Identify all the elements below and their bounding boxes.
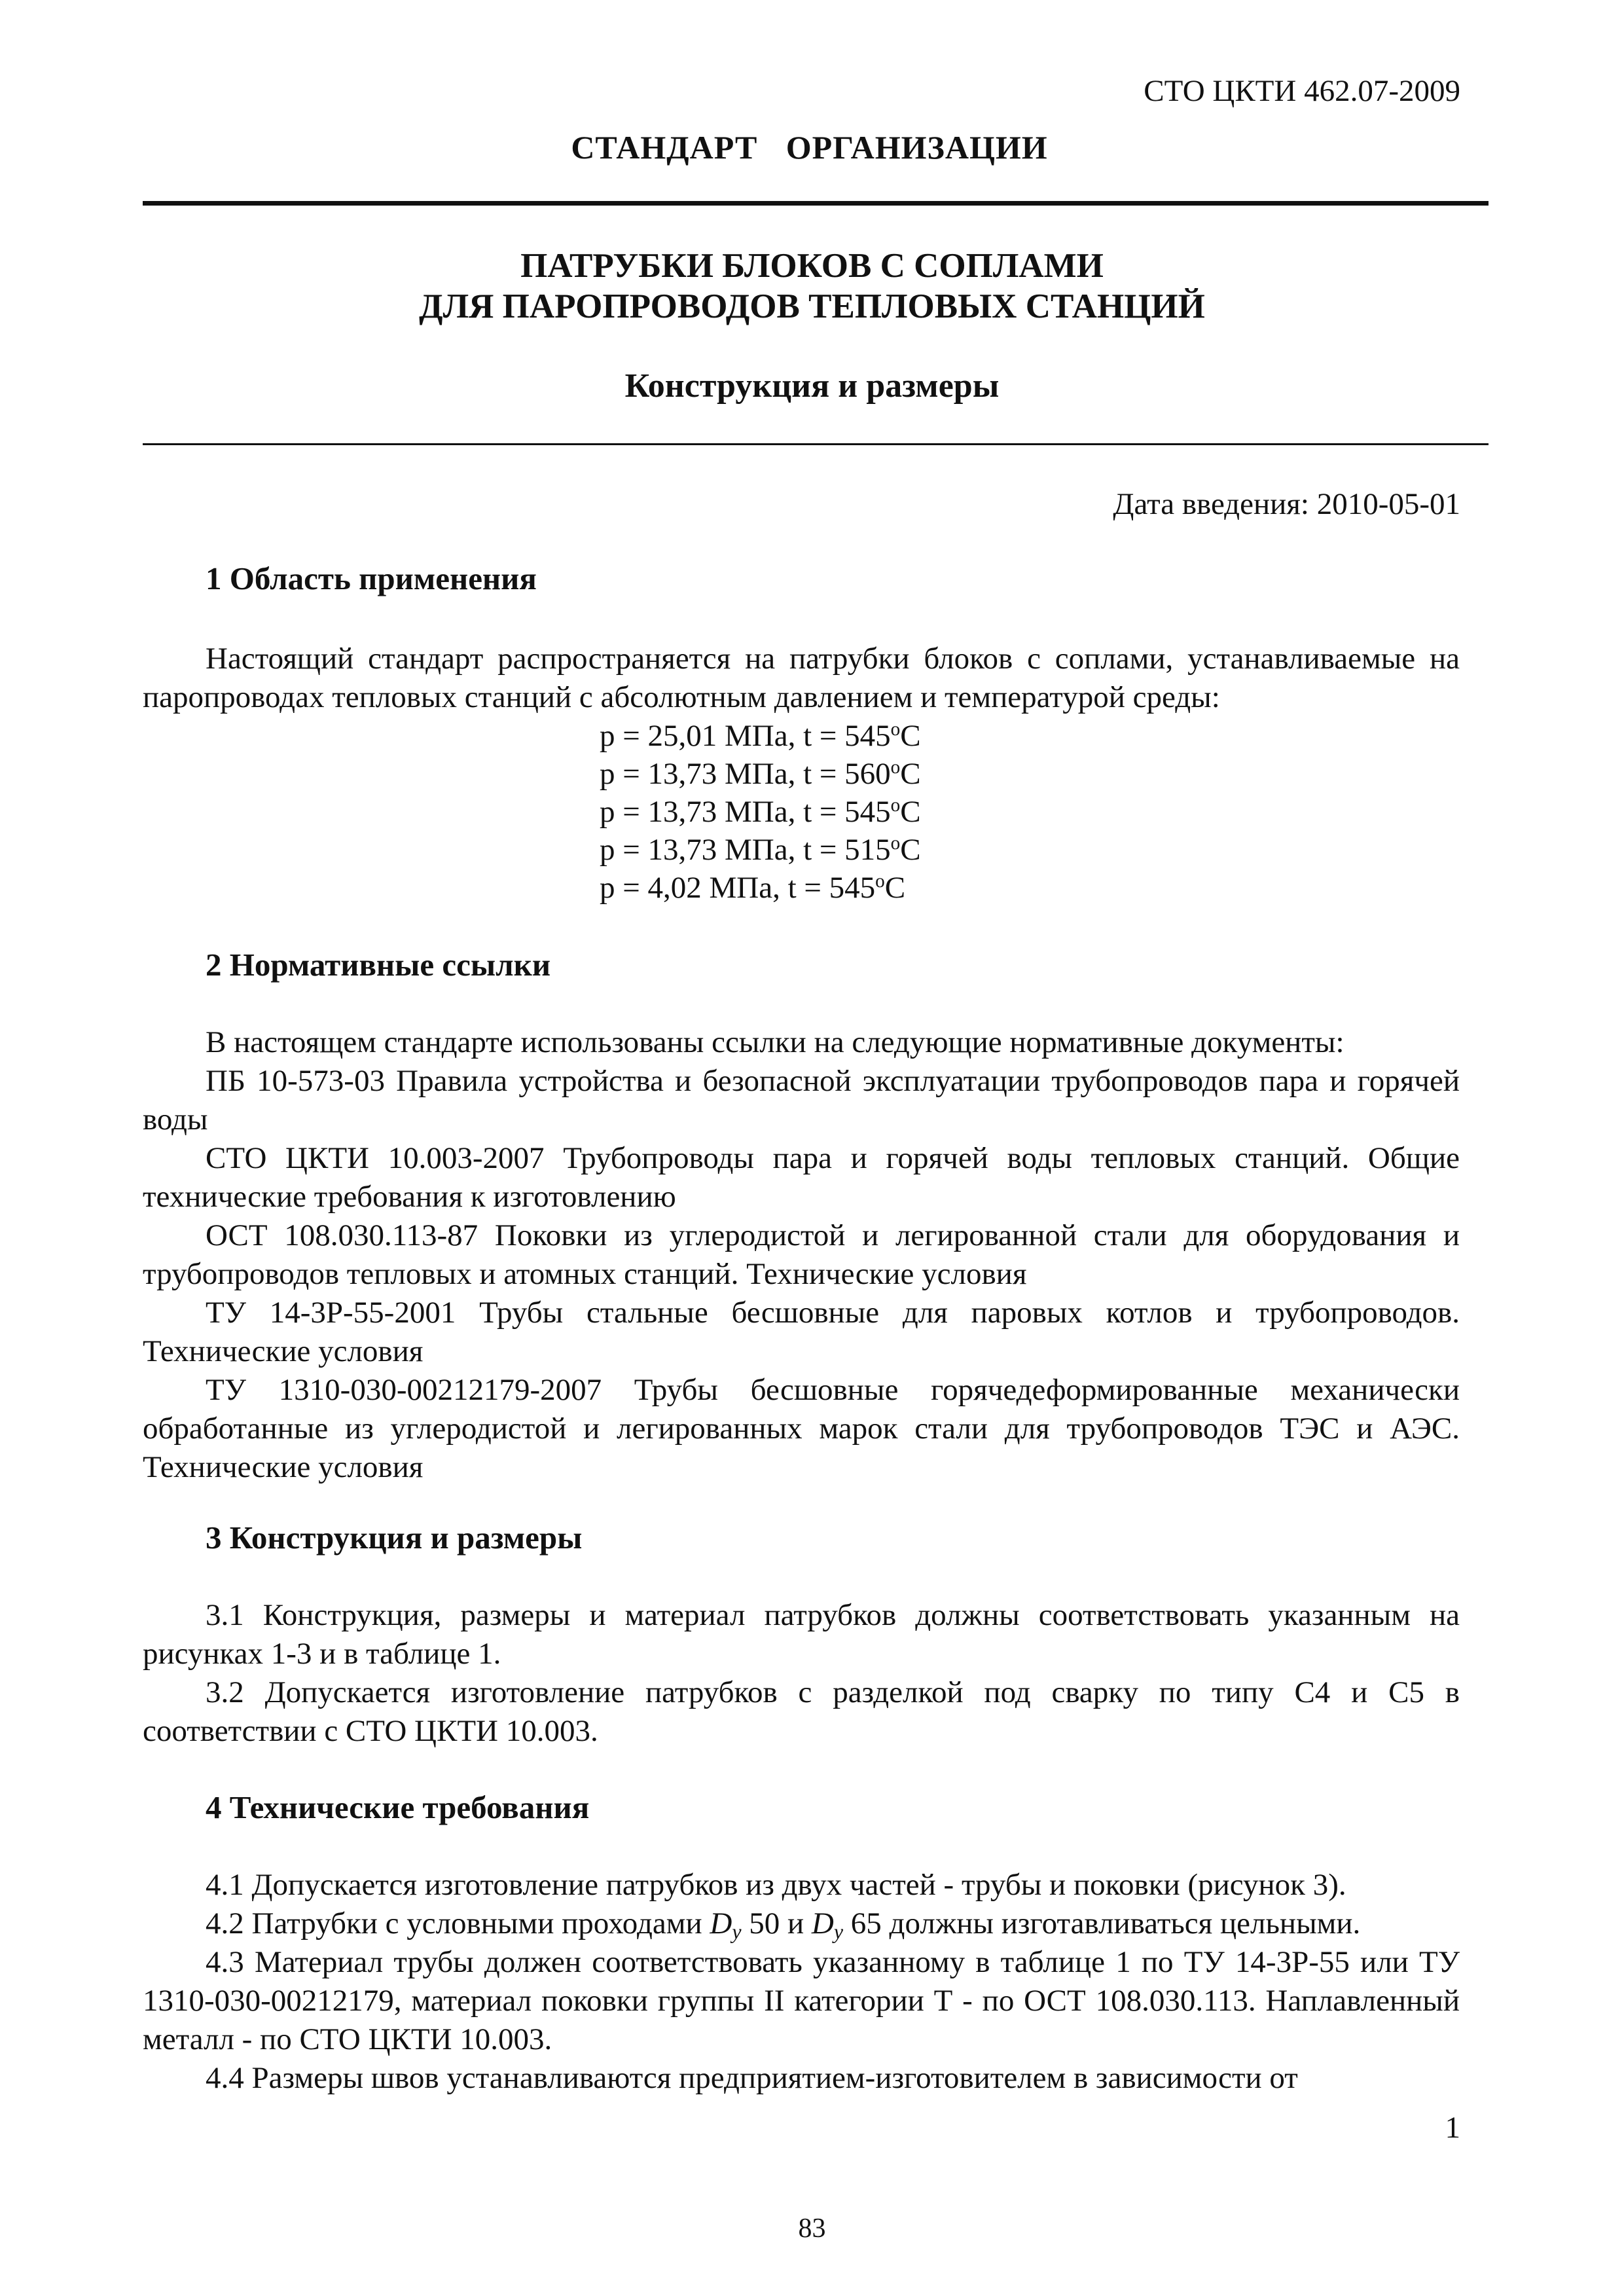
section-3-heading: 3 Конструкция и размеры — [206, 1520, 583, 1556]
section-4-text — [143, 1866, 1460, 2098]
header-divider-thin — [143, 443, 1489, 445]
reference-item: ОСТ 108.030.113-87 Поковки из углеродистой и легированной стали для оборудования и трубопроводов тепловых и атомных станций. Технические условия — [143, 1218, 1460, 1291]
operating-conditions-list — [600, 717, 921, 907]
organization-standard-label: СТАНДАРТ ОРГАНИЗАЦИИ — [571, 129, 1048, 166]
clause-4-1: 4.1 Допускается изготовление патрубков из двух частей - трубы и поковки (рисунок 3). — [206, 1868, 1346, 1902]
clause-4-2: 4.2 Патрубки с условными проходами $D_y$ 50 и $D_y$ 65 должны изготавливаться цельными. — [206, 1906, 1361, 1943]
clause-4-4: 4.4 Размеры швов устанавливаются предприятием-изготовителем в зависимости от — [206, 2061, 1298, 2095]
title-line-2: ДЛЯ ПАРОПРОВОДОВ ТЕПЛОВЫХ СТАНЦИЙ — [419, 287, 1205, 325]
page-number: 1 — [1445, 2111, 1460, 2145]
document-code: СТО ЦКТИ 462.07-2009 — [1144, 74, 1460, 108]
collection-page-number: 83 — [798, 2214, 826, 2244]
condition-2: p = 13,73 МПа, $t = 560^oC$ — [600, 756, 921, 791]
introduction-date: Дата введения: 2010-05-01 — [1113, 487, 1460, 521]
document-subtitle: Конструкция и размеры — [624, 367, 1000, 405]
condition-5: p = 4,02 МПа, $t = 545^oC$ — [600, 870, 906, 905]
header-divider-thick — [143, 201, 1489, 206]
clause-3-2: 3.2 Допускается изготовление патрубков с разделкой под сварку по типу С4 и С5 в соответствии с СТО ЦКТИ 10.003. — [143, 1675, 1460, 1748]
section-2-text — [143, 1023, 1460, 1487]
reference-item: ТУ 1310-030-00212179-2007 Трубы бесшовные горячедеформированные механически обработанные из углеродистой и легированных марок стали для трубопроводов ТЭС и АЭС. Технические условия — [143, 1373, 1460, 1484]
references-intro: В настоящем стандарте использованы ссылки на следующие нормативные документы: — [206, 1025, 1344, 1059]
section-1-text: Настоящий стандарт распространяется на патрубки блоков с соплами, устанавливаемые на паропроводах тепловых станций с абсолютным давлением и температурой среды: — [143, 642, 1460, 714]
reference-item: СТО ЦКТИ 10.003-2007 Трубопроводы пара и горячей воды тепловых станций. Общие технические требования к изготовлению — [143, 1141, 1460, 1214]
condition-4: p = 13,73 МПа, $t = 515^oC$ — [600, 832, 921, 867]
document-title — [0, 246, 1624, 327]
section-1-heading: 1 Область применения — [206, 560, 537, 596]
reference-item: ПБ 10-573-03 Правила устройства и безопасной эксплуатации трубопроводов пара и горячей воды — [143, 1064, 1460, 1137]
clause-4-3: 4.3 Материал трубы должен соответствовать указанному в таблице 1 по ТУ 14-3Р-55 или ТУ 1310-030-00212179, материал поковки группы II категории Т - по ОСТ 108.030.113. Наплавленный металл - по СТО ЦКТИ 10.003. — [143, 1945, 1460, 2056]
clause-3-1: 3.1 Конструкция, размеры и материал патрубков должны соответствовать указанным на рисунках 1-3 и в таблице 1. — [143, 1598, 1460, 1671]
reference-item: ТУ 14-3Р-55-2001 Трубы стальные бесшовные для паровых котлов и трубопроводов. Технические условия — [143, 1296, 1460, 1368]
section-2-heading: 2 Нормативные ссылки — [206, 947, 551, 983]
condition-1: p = 25,01 МПа, $t = 545^oC$ — [600, 718, 921, 753]
section-3-text — [143, 1596, 1460, 1751]
title-line-1: ПАТРУБКИ БЛОКОВ С СОПЛАМИ — [520, 247, 1104, 285]
condition-3: p = 13,73 МПа, $t = 545^oC$ — [600, 794, 921, 829]
section-4-heading: 4 Технические требования — [206, 1789, 590, 1825]
